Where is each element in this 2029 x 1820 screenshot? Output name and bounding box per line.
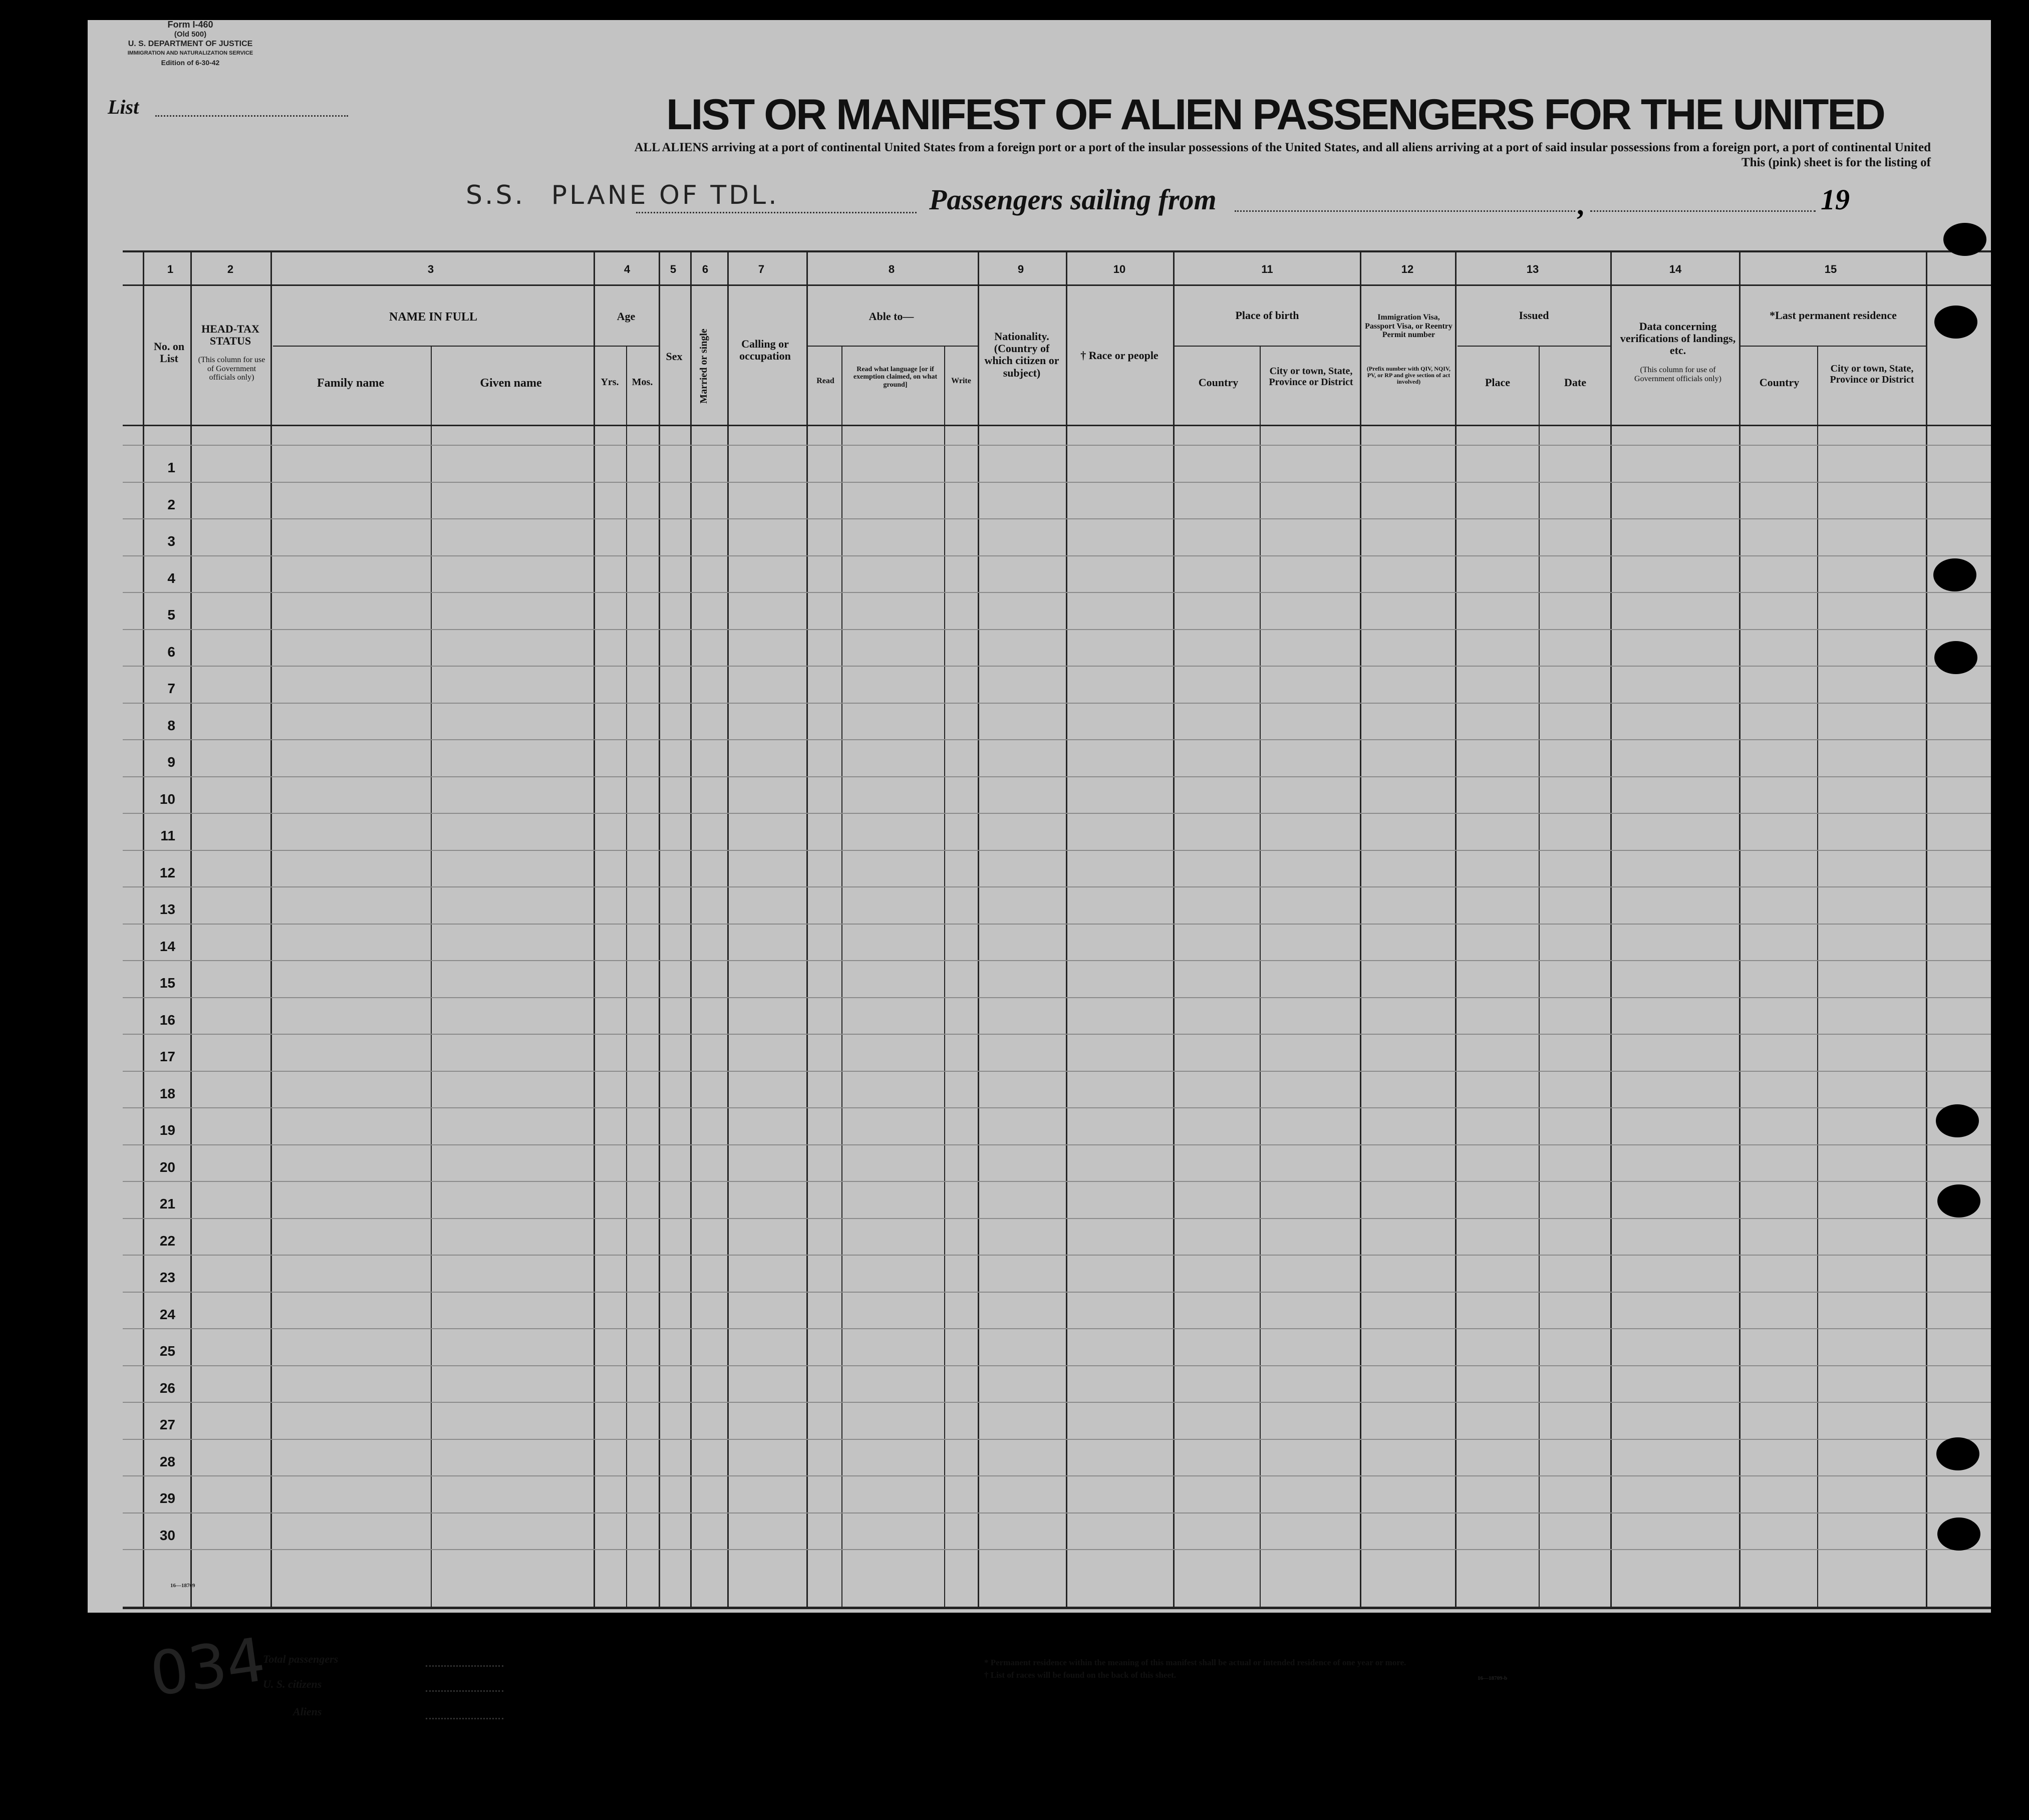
header-age-years: Yrs. xyxy=(601,377,619,388)
row-number: 17 xyxy=(159,1049,175,1064)
header-no-on-list: No. on List xyxy=(153,340,185,365)
header-last-residence: *Last permanent residence xyxy=(1770,309,1897,322)
header-family-name: Family name xyxy=(317,377,384,390)
row-number: 22 xyxy=(159,1233,175,1249)
header-given-name: Given name xyxy=(480,377,542,390)
row-number: 25 xyxy=(159,1343,175,1359)
row-number: 27 xyxy=(159,1417,175,1432)
row-number: 3 xyxy=(167,533,175,549)
year-label: 19 xyxy=(1821,183,1850,216)
row-rule xyxy=(123,776,1991,777)
manifest-sheet xyxy=(88,20,1991,1613)
ship-prefix: S.S. xyxy=(466,180,526,210)
column-divider xyxy=(1610,250,1612,1607)
column-divider xyxy=(1260,346,1261,1607)
row-number: 10 xyxy=(159,791,175,807)
footnote-residence: * Permanent residence within the meaning of this manifest shall be actual or intended residence of one year or more. xyxy=(984,1658,1406,1667)
punch-hole xyxy=(1937,1184,1980,1218)
col-number-3: 3 xyxy=(427,263,434,275)
row-number: 21 xyxy=(159,1196,175,1211)
form-edition: Edition of 6-30-42 xyxy=(161,59,220,67)
column-divider xyxy=(806,250,808,1607)
column-divider xyxy=(1739,250,1741,1607)
sailing-from-label: Passengers sailing from xyxy=(929,183,1217,216)
table-rule xyxy=(123,1607,1991,1609)
row-rule xyxy=(123,739,1991,740)
header-read-language: Read what language [or if exemption claimed, on what ground] xyxy=(853,366,938,389)
table-rule xyxy=(807,346,978,347)
total-passengers-field[interactable] xyxy=(426,1665,503,1667)
col-number-15: 15 xyxy=(1824,263,1837,275)
row-rule xyxy=(123,1144,1991,1145)
header-issued-date: Date xyxy=(1564,376,1586,389)
form-identification xyxy=(100,20,280,68)
header-age-months: Mos. xyxy=(632,377,653,388)
row-rule xyxy=(123,1549,1991,1550)
aliens-label: Aliens xyxy=(293,1705,322,1718)
row-rule xyxy=(123,1218,1991,1219)
table-rule xyxy=(1741,346,1926,347)
row-rule xyxy=(123,703,1991,704)
column-divider xyxy=(1926,250,1927,1607)
row-number: 16 xyxy=(159,1012,175,1028)
sailing-comma: , xyxy=(1577,188,1584,221)
col-number-4: 4 xyxy=(624,263,631,275)
sailing-date-field[interactable] xyxy=(1590,210,1816,212)
table-rule xyxy=(123,250,1991,252)
col-number-10: 10 xyxy=(1113,263,1126,275)
page-title: LIST OR MANIFEST OF ALIEN PASSENGERS FOR THE UNITED xyxy=(666,91,1884,139)
row-rule xyxy=(123,1107,1991,1108)
punch-hole xyxy=(1934,306,1977,339)
header-landings: Data concerning verifications of landings, etc. xyxy=(1620,320,1736,357)
row-rule xyxy=(123,1365,1991,1366)
col-number-12: 12 xyxy=(1401,263,1414,275)
row-number: 5 xyxy=(167,607,175,623)
row-rule xyxy=(123,555,1991,556)
row-number: 23 xyxy=(159,1270,175,1285)
print-code-right: 16—18709-b xyxy=(1478,1675,1508,1681)
column-divider xyxy=(1066,250,1067,1607)
column-divider xyxy=(841,346,842,1607)
row-number: 1 xyxy=(167,460,175,475)
column-divider xyxy=(978,250,979,1607)
punch-hole xyxy=(1934,641,1977,674)
row-number: 19 xyxy=(159,1122,175,1138)
subtitle-line-2: This (pink) sheet is for the listing of xyxy=(1741,156,1931,169)
column-divider xyxy=(1817,346,1818,1607)
service-name: IMMIGRATION AND NATURALIZATION SERVICE xyxy=(127,50,253,56)
ship-period: . xyxy=(768,180,779,210)
row-rule xyxy=(123,482,1991,483)
table-rule xyxy=(1458,346,1610,347)
row-rule xyxy=(123,1402,1991,1403)
handwritten-number: 034 xyxy=(146,1625,269,1710)
header-head-tax: HEAD-TAX STATUS xyxy=(201,323,259,348)
list-number-field[interactable] xyxy=(155,115,348,117)
header-place-of-birth: Place of birth xyxy=(1235,309,1299,322)
header-sex: Sex xyxy=(666,350,683,363)
row-rule xyxy=(123,960,1991,961)
ship-name: PLANE OF TDL xyxy=(551,180,769,210)
column-divider xyxy=(431,346,432,1607)
col-number-2: 2 xyxy=(227,263,234,275)
row-rule xyxy=(123,1071,1991,1072)
ship-name-handwritten xyxy=(466,180,779,210)
row-rule xyxy=(123,1292,1991,1293)
row-number: 14 xyxy=(159,938,175,954)
row-number: 7 xyxy=(167,681,175,696)
row-number: 18 xyxy=(159,1085,175,1101)
header-age: Age xyxy=(617,310,636,323)
row-number: 6 xyxy=(167,644,175,660)
header-issued: Issued xyxy=(1519,309,1549,322)
column-divider xyxy=(594,250,595,1607)
us-citizens-field[interactable] xyxy=(426,1690,503,1692)
list-label: List xyxy=(108,96,139,118)
subtitle-line-1: ALL ALIENS arriving at a port of continental United States from a foreign port or a port of the insular possessions of the United States, and all aliens arriving at a port of said insular possessions from a foreign port, a port of continental United xyxy=(634,141,1931,154)
row-rule xyxy=(123,924,1991,925)
punch-hole xyxy=(1933,558,1976,591)
table-rule xyxy=(1175,346,1360,347)
department-name: U. S. DEPARTMENT OF JUSTICE xyxy=(128,40,253,48)
column-divider xyxy=(690,250,692,1607)
row-number: 30 xyxy=(159,1527,175,1543)
row-number: 20 xyxy=(159,1159,175,1175)
header-able-to: Able to— xyxy=(868,310,914,323)
table-rule xyxy=(123,284,1991,286)
print-code-left: 16—18709 xyxy=(170,1583,195,1589)
row-number: 13 xyxy=(159,901,175,917)
table-rule xyxy=(123,425,1991,426)
row-rule xyxy=(123,445,1991,446)
header-landings-note: (This column for use of Government officials only) xyxy=(1634,366,1721,383)
form-number: Form I-460 xyxy=(167,20,213,30)
form-old-number: (Old 500) xyxy=(174,30,207,39)
column-divider xyxy=(1173,250,1175,1607)
ship-name-line xyxy=(636,212,917,213)
row-number: 4 xyxy=(167,570,175,586)
row-number: 11 xyxy=(160,828,175,843)
aliens-field[interactable] xyxy=(426,1718,503,1719)
page-subtitle xyxy=(373,140,1931,170)
header-name-in-full: NAME IN FULL xyxy=(389,311,477,324)
column-divider xyxy=(1455,250,1457,1607)
header-nationality: Nationality. (Country of which citizen or subject) xyxy=(984,330,1059,379)
header-birth-city: City or town, State, Province or District xyxy=(1269,366,1353,388)
row-rule xyxy=(123,1034,1991,1035)
row-rule xyxy=(123,997,1991,998)
punch-hole xyxy=(1936,1104,1979,1137)
col-number-13: 13 xyxy=(1526,263,1539,275)
col-number-5: 5 xyxy=(670,263,677,275)
header-visa: Immigration Visa, Passport Visa, or Reentry Permit number xyxy=(1365,313,1453,340)
column-divider xyxy=(143,250,144,1607)
column-divider xyxy=(626,346,627,1607)
row-number: 9 xyxy=(167,754,175,770)
row-rule xyxy=(123,1475,1991,1476)
row-number: 2 xyxy=(167,496,175,512)
col-number-6: 6 xyxy=(702,263,709,275)
row-rule xyxy=(123,1328,1991,1329)
col-number-7: 7 xyxy=(758,263,765,275)
table-rule xyxy=(273,346,594,347)
header-birth-country: Country xyxy=(1198,376,1239,389)
column-divider xyxy=(727,250,729,1607)
col-number-9: 9 xyxy=(1017,263,1024,275)
header-issued-place: Place xyxy=(1485,376,1511,389)
header-visa-note: (Prefix number with QIV, NQIV, PV, or RP and give section of act involved) xyxy=(1366,365,1451,386)
punch-hole xyxy=(1936,1437,1979,1470)
header-residence-city: City or town, State, Province or District xyxy=(1830,363,1914,385)
punch-hole xyxy=(1937,1518,1980,1551)
footnote-races: † List of races will be found on the back of this sheet. xyxy=(984,1670,1176,1680)
us-citizens-label: U. S. citizens xyxy=(263,1678,322,1690)
punch-hole xyxy=(1943,223,1986,256)
column-divider xyxy=(270,250,272,1607)
total-passengers-label: Total passengers xyxy=(263,1653,339,1665)
row-rule xyxy=(123,1255,1991,1256)
row-number: 12 xyxy=(159,864,175,880)
row-number: 26 xyxy=(159,1380,175,1396)
row-rule xyxy=(123,592,1991,593)
row-rule xyxy=(123,666,1991,667)
row-number: 15 xyxy=(159,975,175,991)
row-number: 24 xyxy=(159,1306,175,1322)
column-divider xyxy=(659,250,660,1607)
col-number-1: 1 xyxy=(167,263,174,275)
row-rule xyxy=(123,518,1991,519)
header-calling: Calling or occupation xyxy=(739,338,791,363)
column-divider xyxy=(190,250,192,1607)
col-number-14: 14 xyxy=(1669,263,1682,275)
row-rule xyxy=(123,1439,1991,1440)
row-rule xyxy=(123,886,1991,887)
column-divider xyxy=(944,346,945,1607)
row-rule xyxy=(123,1512,1991,1513)
col-number-8: 8 xyxy=(888,263,895,275)
row-number: 29 xyxy=(159,1490,175,1506)
sailing-port-field[interactable] xyxy=(1235,210,1575,212)
row-number: 8 xyxy=(167,717,175,733)
header-residence-country: Country xyxy=(1759,376,1800,389)
row-number: 28 xyxy=(159,1453,175,1469)
header-race: † Race or people xyxy=(1080,349,1158,362)
header-read: Read xyxy=(816,377,834,385)
row-rule xyxy=(123,629,1991,630)
row-rule xyxy=(123,813,1991,814)
row-rule xyxy=(123,850,1991,851)
col-number-11: 11 xyxy=(1261,263,1273,275)
header-head-tax-note: (This column for use of Government officials only) xyxy=(198,356,265,382)
column-divider xyxy=(1539,346,1540,1607)
header-write: Write xyxy=(951,377,971,385)
column-divider xyxy=(1360,250,1361,1607)
header-married-single: Married or single xyxy=(698,329,709,404)
row-rule xyxy=(123,1181,1991,1182)
